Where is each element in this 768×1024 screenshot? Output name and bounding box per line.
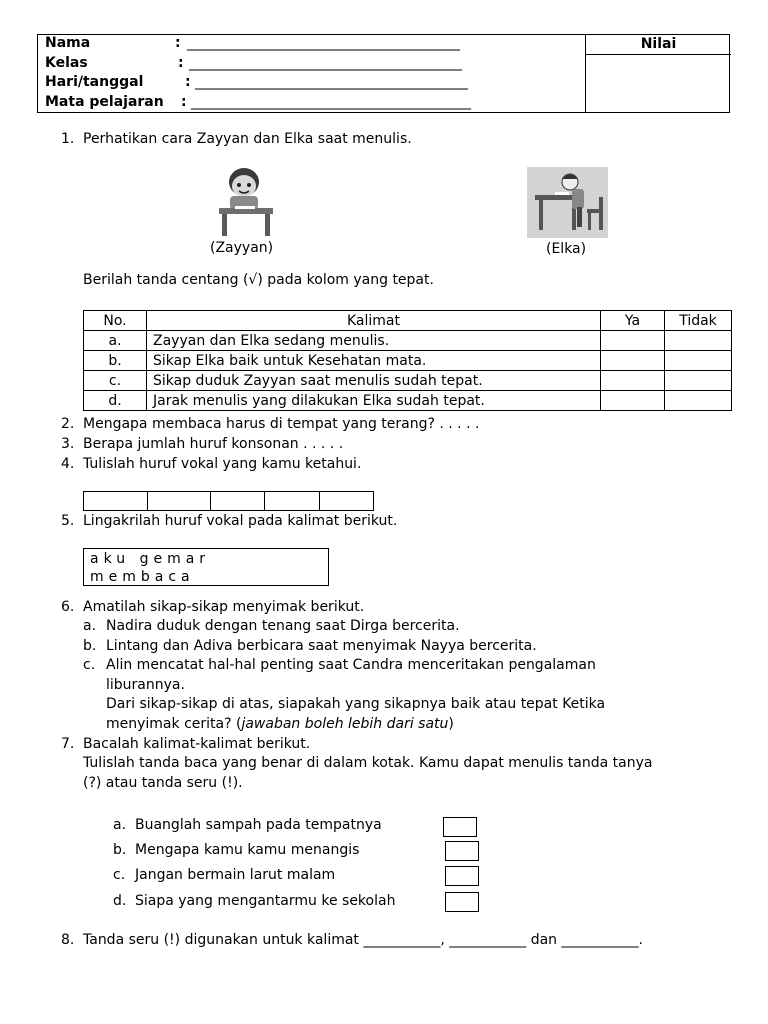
ya-check-cell[interactable] — [601, 371, 665, 391]
nilai-label: Nilai — [640, 36, 677, 52]
checklist-table — [83, 310, 732, 411]
kelas-label: Kelas — [45, 55, 88, 71]
q6-question-italic: jawaban boleh lebih dari satu — [241, 716, 449, 732]
ya-check-cell[interactable] — [601, 391, 665, 411]
punctuation-box[interactable] — [443, 817, 477, 837]
zayyan-caption: (Zayyan) — [210, 240, 274, 256]
table-row — [84, 371, 732, 391]
mata-pelajaran-field[interactable]: ________________________________________ — [191, 94, 471, 110]
q4-text: Tulislah huruf vokal yang kamu ketahui. — [83, 456, 362, 472]
row-kalimat: Sikap duduk Zayyan saat menulis sudah tepat. — [147, 371, 601, 391]
q7-item-text: Jangan bermain larut malam — [135, 867, 336, 883]
q3-text: Berapa jumlah huruf konsonan . . . . . — [83, 436, 344, 452]
hari-tanggal-colon: : — [185, 74, 191, 90]
row-kalimat: Zayyan dan Elka sedang menulis. — [147, 331, 601, 351]
q6-question-post: ) — [448, 716, 454, 732]
vokal-box[interactable] — [84, 492, 148, 511]
row-no: a. — [84, 331, 147, 351]
kelas-colon: : — [178, 55, 184, 71]
nama-field[interactable]: _______________________________________ — [187, 35, 460, 51]
col-header-kalimat: Kalimat — [147, 311, 601, 331]
q7-number: 7. — [61, 736, 75, 752]
q6-question-line2 — [106, 715, 454, 733]
zayyan-writing-illustration — [213, 166, 279, 238]
col-header-ya: Ya — [601, 311, 665, 331]
q6-question-pre: menyimak cerita? ( — [106, 716, 242, 732]
table-row — [84, 391, 732, 411]
elka-caption: (Elka) — [546, 241, 587, 257]
q7-item-label: d. — [113, 893, 127, 909]
elka-writing-illustration — [527, 167, 608, 238]
row-no: b. — [84, 351, 147, 371]
ya-check-cell[interactable] — [601, 331, 665, 351]
vokal-box[interactable] — [320, 492, 374, 511]
q4-number: 4. — [61, 456, 75, 472]
q7-text: Bacalah kalimat-kalimat berikut. — [83, 736, 311, 752]
punctuation-box[interactable] — [445, 841, 479, 861]
mata-pelajaran-colon: : — [181, 94, 187, 110]
ya-check-cell[interactable] — [601, 351, 665, 371]
q7-item-text: Siapa yang mengantarmu ke sekolah — [135, 893, 396, 909]
q7-item-text: Buanglah sampah pada tempatnya — [135, 817, 382, 833]
q6-text: Amatilah sikap-sikap menyimak berikut. — [83, 599, 365, 615]
nama-label: Nama — [45, 35, 91, 51]
q5-text: Lingakrilah huruf vokal pada kalimat berikut. — [83, 513, 398, 529]
q8-text[interactable]: Tanda seru (!) digunakan untuk kalimat ___________, ___________ dan ___________. — [83, 932, 643, 948]
row-kalimat: Jarak menulis yang dilakukan Elka sudah tepat. — [147, 391, 601, 411]
hari-tanggal-field[interactable]: _______________________________________ — [195, 74, 468, 90]
row-kalimat: Sikap Elka baik untuk Kesehatan mata. — [147, 351, 601, 371]
tidak-check-cell[interactable] — [665, 391, 732, 411]
q6-item-c-continuation: liburannya. — [106, 677, 185, 693]
tidak-check-cell[interactable] — [665, 351, 732, 371]
q6-item-label: c. — [83, 657, 96, 673]
table-row — [84, 331, 732, 351]
q7-item-label: c. — [113, 867, 126, 883]
q2-text: Mengapa membaca harus di tempat yang terang? . . . . . — [83, 416, 480, 432]
table-header-row — [84, 311, 732, 331]
nilai-score-area[interactable] — [586, 55, 731, 112]
col-header-no: No. — [84, 311, 147, 331]
q8-number: 8. — [61, 932, 75, 948]
q6-item-text: Lintang dan Adiva berbicara saat menyimak Nayya bercerita. — [106, 638, 537, 654]
q1-number: 1. — [61, 131, 75, 147]
row-no: c. — [84, 371, 147, 391]
student-info-box — [37, 34, 730, 113]
vokal-box[interactable] — [265, 492, 320, 511]
punctuation-box[interactable] — [445, 892, 479, 912]
q6-number: 6. — [61, 599, 75, 615]
vokal-box[interactable] — [148, 492, 211, 511]
hari-tanggal-label: Hari/tanggal — [45, 74, 144, 90]
q7-item-text: Mengapa kamu kamu menangis — [135, 842, 360, 858]
q1-instruction: Berilah tanda centang (√) pada kolom yang tepat. — [83, 272, 434, 288]
vokal-answer-boxes — [83, 491, 374, 511]
q1-text: Perhatikan cara Zayyan dan Elka saat menulis. — [83, 131, 412, 147]
punctuation-box[interactable] — [445, 866, 479, 886]
col-header-tidak: Tidak — [665, 311, 732, 331]
q2-number: 2. — [61, 416, 75, 432]
vokal-sentence-box[interactable]: aku gemar membaca — [83, 548, 329, 586]
row-no: d. — [84, 391, 147, 411]
q7-instruction-line1: Tulislah tanda baca yang benar di dalam kotak. Kamu dapat menulis tanda tanya — [83, 755, 653, 771]
mata-pelajaran-label: Mata pelajaran — [45, 94, 164, 110]
table-row — [84, 351, 732, 371]
q6-item-text: Nadira duduk dengan tenang saat Dirga bercerita. — [106, 618, 460, 634]
vokal-box[interactable] — [211, 492, 265, 511]
q7-instruction-line2: (?) atau tanda seru (!). — [83, 775, 243, 791]
q6-item-label: b. — [83, 638, 97, 654]
q7-item-label: b. — [113, 842, 127, 858]
kelas-field[interactable]: _______________________________________ — [189, 55, 462, 71]
q3-number: 3. — [61, 436, 75, 452]
nama-colon: : — [175, 35, 181, 51]
q5-number: 5. — [61, 513, 75, 529]
q7-item-label: a. — [113, 817, 127, 833]
tidak-check-cell[interactable] — [665, 371, 732, 391]
q6-item-label: a. — [83, 618, 97, 634]
q6-question-line1: Dari sikap-sikap di atas, siapakah yang sikapnya baik atau tepat Ketika — [106, 696, 606, 712]
tidak-check-cell[interactable] — [665, 331, 732, 351]
q6-item-text: Alin mencatat hal-hal penting saat Candra menceritakan pengalaman — [106, 657, 596, 673]
